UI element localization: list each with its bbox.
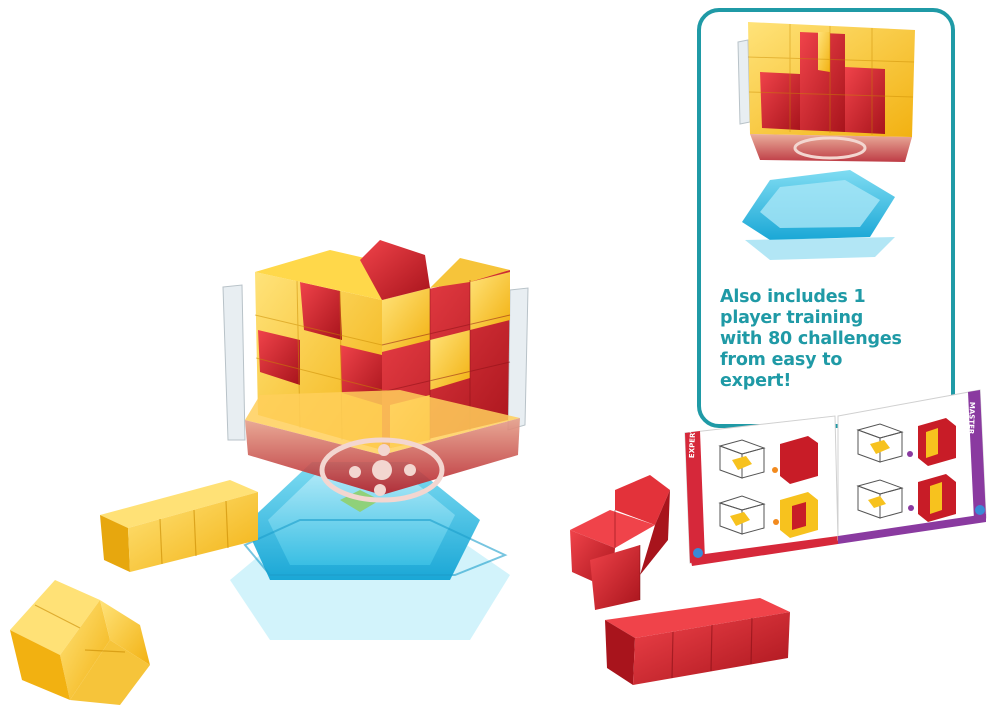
challenge-booklet [680, 388, 991, 568]
master-tab-label: MASTER [966, 401, 976, 435]
callout-line-2: player training [720, 308, 864, 328]
callout-text [720, 287, 960, 392]
red-bar-piece [605, 598, 790, 685]
callout-photo [700, 12, 952, 282]
callout-line-1: Also includes 1 [720, 287, 866, 307]
red-cluster-piece [570, 475, 670, 610]
yellow-bar-piece [100, 480, 258, 572]
callout-line-4: from easy to [720, 350, 843, 370]
callout-line-5: expert! [720, 371, 792, 391]
main-puzzle-cube [223, 240, 528, 500]
expert-tab-label: EXPERT [688, 428, 698, 459]
yellow-corner-piece [10, 580, 150, 705]
callout-line-3: with 80 challenges [720, 329, 902, 349]
